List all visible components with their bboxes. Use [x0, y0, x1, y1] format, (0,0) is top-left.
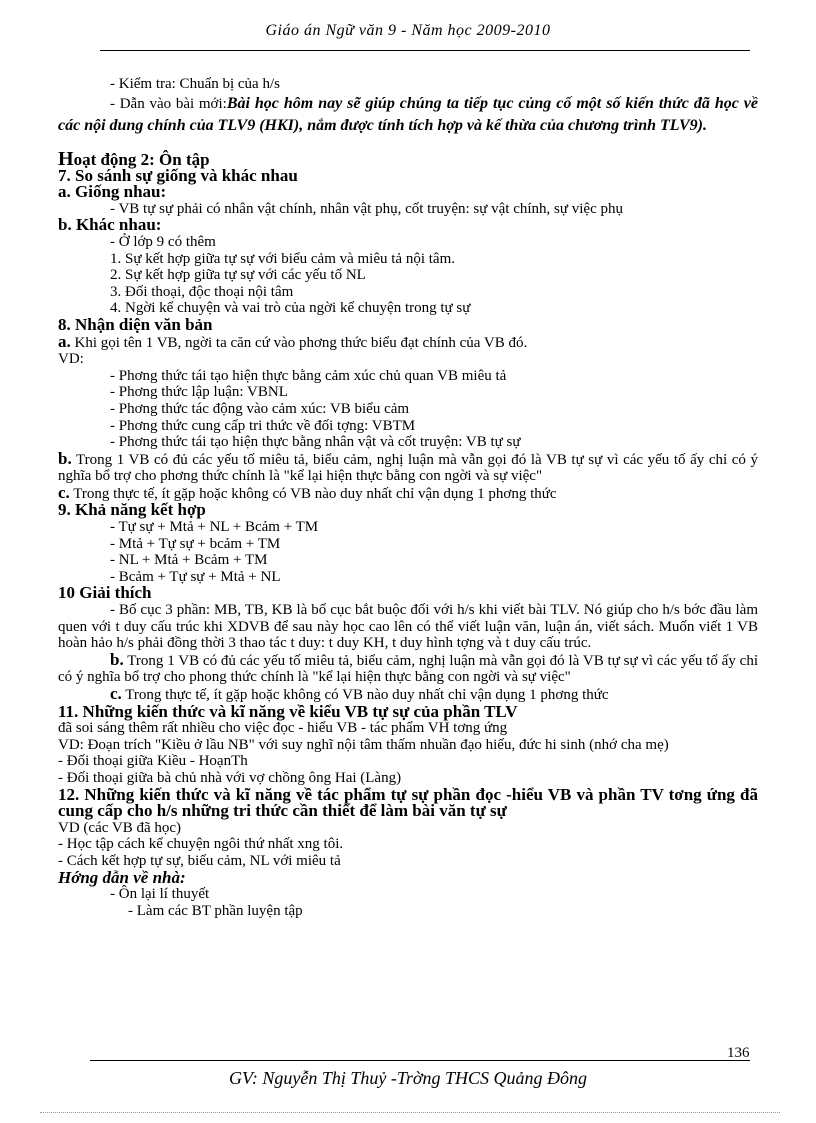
s11-line: - Đối thoại giữa bà chủ nhà với vợ chồng ông Hai (Làng) [58, 769, 402, 786]
s9-line: - Tự sự + Mtả + NL + Bcảm + TM [110, 519, 319, 536]
homework-line: - Làm các BT phần luyện tập [128, 902, 303, 919]
s11-line: đã soi sáng thêm rất nhiều cho việc đọc - hiểu VB - tác phẩm VH tơng ứng [58, 720, 508, 737]
homework-title: Hớng dẫn về nhà: [58, 867, 186, 887]
s8-vd-line: - Phơng thức cung cấp tri thức về đối tợng: VBTM [110, 417, 416, 434]
document-body [58, 76, 758, 919]
s8-vd: VD: [58, 351, 84, 368]
s8-vd-line: - Phơng thức lập luận: VBNL [110, 384, 288, 401]
s10-b-label: b. [110, 649, 124, 669]
s8-a-text: Khi gọi tên 1 VB, ngời ta căn cứ vào phơng thức biểu đạt chính của VB đó. [70, 334, 528, 351]
s11-title: 11. Những kiến thức và kĩ năng về kiểu VB tự sự của phần TLV [58, 701, 518, 721]
s7-b-line: 3. Đối thoại, độc thoại nội tâm [110, 283, 294, 300]
activity-rest: oạt động 2: Ôn tập [73, 149, 210, 169]
intro-lead-text: Bài học hôm nay sẽ giúp chúng ta tiếp tục củng cố một số kiến thức đã học về các nội dung chính của TLV9 (HKI), nắm được tính tích hợp và kế thừa của chương trình TLV9). [58, 94, 758, 134]
s11-line: - Đối thoại giữa Kiều - HoạnTh [58, 753, 248, 770]
s12-title: 12. Những kiến thức và kĩ năng về tác phẩm tự sự phần đọc -hiểu VB và phần TV tơng ứng đã cung cấp cho h/s những tri thức cần thiết để làm bài văn tự sự [58, 784, 758, 821]
s7-title: 7. So sánh sự giống và khác nhau [58, 165, 298, 185]
page-bottom-border [40, 1112, 780, 1113]
s9-title: 9. Khả năng kết hợp [58, 500, 206, 520]
header-divider [100, 50, 750, 51]
s10-b [58, 649, 758, 686]
page-header-title: Giáo án Ngữ văn 9 - Năm học 2009-2010 [265, 22, 551, 39]
s12-line: - Cách kết hợp tự sự, biểu cảm, NL với miêu tả [58, 852, 341, 869]
intro-check: - Kiểm tra: Chuẩn bị của h/s [110, 76, 280, 92]
s10-p1: - Bố cục 3 phần: MB, TB, KB là bố cục bắt buộc đối với h/s khi viết bài TLV. Nó giúp cho h/s bớc đầu làm quen với t duy cấu trúc khi XDVB để sau này học cao lên có thể viết luận văn, luận án, viết sách. Muốn viết 1 VB hoàn hảo h/s phải đồng thời 3 thao tác t duy: t duy KH, t duy hình tợng và t duy cấu trúc. [58, 602, 758, 652]
s9-line: - NL + Mtả + Bcảm + TM [110, 552, 268, 569]
s7-b-line: 2. Sự kết hợp giữa tự sự với các yếu tố NL [110, 267, 366, 284]
page-footer-text: GV: Nguyễn Thị Thuỷ -Trờng THCS Quảng Đông [229, 1068, 587, 1088]
s12-line: VD (các VB đã học) [58, 819, 182, 836]
s8-vd-line: - Phơng thức tái tạo hiện thực bằng nhân vật và cốt truyện: VB tự sự [110, 434, 521, 451]
s8-vd-line: - Phơng thức tác động vào cảm xúc: VB biểu cảm [110, 400, 410, 417]
s10-c [58, 686, 758, 704]
homework-line: - Ôn lại lí thuyết [110, 886, 210, 903]
intro-lead-label: - Dẫn vào bài mới: [110, 95, 227, 112]
s10-b-text: Trong 1 VB có đủ các yếu tố miêu tả, biểu cảm, nghị luận mà vẫn gọi đó là VB tự sự vì các yếu tố ấy chỉ có ý nghĩa bổ trợ cho phong thức chính là "kể lại hiện thực bằng con ngời và sự việc" [58, 652, 758, 686]
s11-line: VD: Đoạn trích "Kiều ở lầu NB" với suy nghĩ nội tâm thấm nhuần đạo hiếu, đức hi sinh (nhớ cha mẹ) [58, 736, 669, 753]
s9-line: - Bcảm + Tự sự + Mtả + NL [110, 568, 281, 585]
activity-cap: H [58, 147, 74, 170]
s8-c-text: Trong thực tế, ít gặp hoặc không có VB nào duy nhất chỉ vận dụng 1 phơng thức [69, 485, 557, 502]
s12-line: - Học tập cách kể chuyện ngôi thứ nhất xng tôi. [58, 836, 344, 853]
footer-divider [90, 1060, 750, 1061]
s8-a-label: a. [58, 331, 71, 351]
s9-line: - Mtả + Tự sự + bcảm + TM [110, 535, 281, 552]
s8-a [58, 331, 758, 352]
s8-b-label: b. [58, 448, 72, 468]
s8-b-text: Trong 1 VB có đủ các yếu tố miêu tả, biểu cảm, nghị luận mà vẫn gọi đó là VB tự sự vì các yếu tố ấy chỉ có ý nghĩa bổ trợ cho phơng thức chính là "kể lại hiện thực bằng con ngời và sự việc" [58, 451, 758, 485]
s7-b-line: 1. Sự kết hợp giữa tự sự với biểu cảm và miêu tả nội tâm. [110, 250, 455, 267]
s10-c-text: Trong thực tế, ít gặp hoặc không có VB nào duy nhất chỉ vận dụng 1 phơng thức [121, 687, 609, 703]
s8-title: 8. Nhận diện văn bản [58, 314, 213, 334]
intro-lead [58, 93, 758, 137]
s8-c-label: c. [58, 482, 70, 502]
s10-title: 10 Giải thích [58, 583, 152, 603]
s7-b-line: - Ở lớp 9 có thêm [110, 233, 216, 250]
spacer [58, 137, 758, 151]
s7-a-title: a. Giống nhau: [58, 182, 167, 202]
s7-b-title: b. Khác nhau: [58, 215, 162, 235]
s7-a-text: - VB tự sự phải có nhân vật chính, nhân vật phụ, cốt truyện: sự vật chính, sự việc phụ [110, 200, 623, 217]
s10-c-label: c. [110, 684, 122, 703]
page-number: 136 [727, 1045, 750, 1061]
s8-b [58, 448, 758, 485]
s7-b-line: 4. Ngời kể chuyện và vai trò của ngời kể chuyện trong tự sự [110, 300, 471, 317]
s8-vd-line: - Phơng thức tái tạo hiện thực bằng cảm xúc chủ quan VB miêu tả [110, 367, 507, 384]
